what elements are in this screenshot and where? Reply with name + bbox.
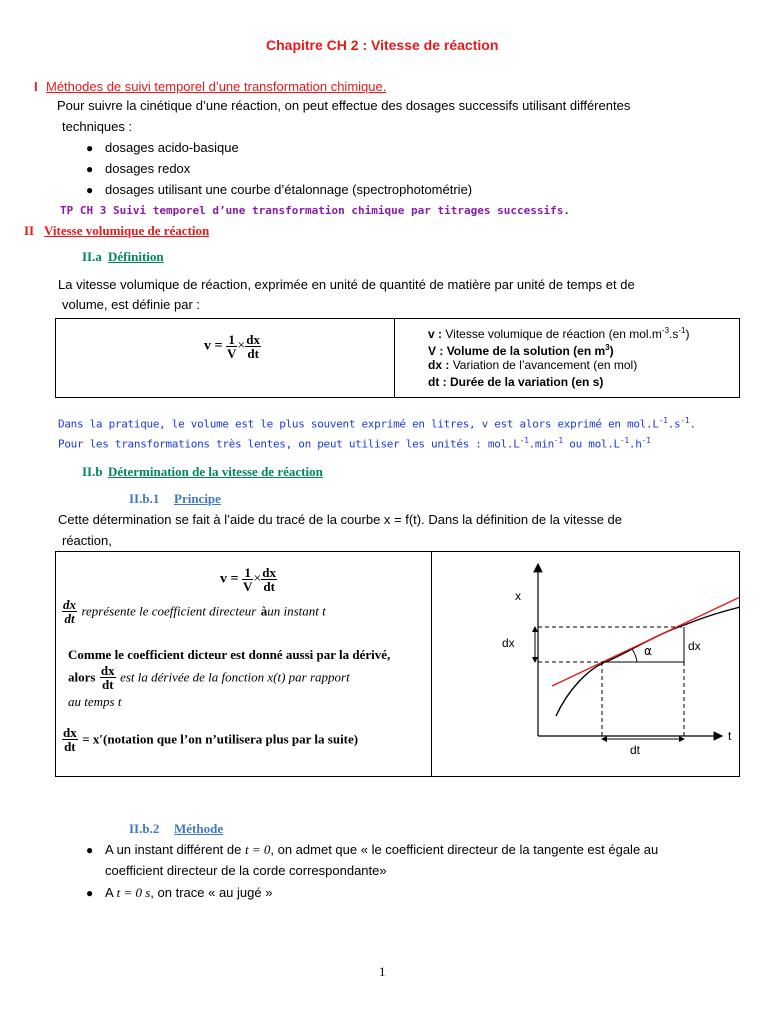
alpha-arc [632,649,637,662]
methode-bullet1 [105,841,658,859]
formula-v: v = [204,338,223,354]
methode-b1-math: t = 0 [245,842,271,857]
definition-box [55,318,740,398]
section2a-heading: Définition [108,249,164,264]
principe-line2: réaction, [62,533,112,548]
frac-dt: dt [101,677,114,692]
def-volume-key: V : [428,344,444,358]
section2b2-heading: Méthode [174,821,224,836]
methode-bullet2 [105,884,272,902]
frac-dt: dt [64,739,76,754]
bullet-icon: ● [86,843,94,857]
section2-heading: Vitesse volumique de réaction [44,223,210,238]
formula-dx: dx [262,565,277,580]
tp-reference: TP CH 3 Suivi temporel d’une transformation chimique par titrages successifs. [60,204,570,217]
derivee-text: est la dérivée de la fonction x(t) par rapport [120,669,350,685]
note2-exp4: -1 [641,436,651,445]
def-volume-text: Volume de la solution (en m [446,344,606,358]
note2-exp1: -1 [519,436,529,445]
note1-mid: .s [667,417,681,431]
notation-statement [62,726,358,753]
definition-line1: La vitesse volumique de réaction, exprimée en unité de quantité de matière par unité de temps et de [58,277,635,292]
def-volume-end: ) [609,344,614,358]
def-dt-key: dt : [428,375,447,389]
formula-volume: V [226,346,237,361]
alors-text: alors [68,669,96,685]
formula-one: 1 [226,333,237,347]
list-item: dosages acido-basique [105,140,239,155]
formula-dx: dx [246,332,261,347]
eq-text: = x′ [82,731,104,747]
section2b1-number: II.b.1 [129,491,160,506]
note2-text: Pour les transformations très lentes, on peut utiliser les unités : mol.L [58,437,520,451]
dx-left-label: dx [502,636,515,650]
bullet-icon: ● [86,886,94,900]
def-dt-text: Durée de la variation (en s) [450,375,604,389]
section1-intro-line2: techniques : [62,119,133,134]
a-text: à [260,603,268,619]
formula-dt: dt [263,579,275,594]
definition-line2: volume, est définie par : [62,297,201,312]
section1-number: I [34,79,38,94]
note-slow [58,436,651,451]
x-axis-label: x [515,589,521,603]
box-divider [394,319,395,397]
section1-intro-line1: Pour suivre la cinétique d’une réaction, on peut effectue des dosages successifs utilisant différentes [57,98,631,113]
list-item: dosages utilisant une courbe d’étalonnage (spectrophotométrie) [105,182,473,197]
def-v-key: v : [428,327,443,341]
def-dt [428,374,603,390]
curve-x-of-t [556,604,739,716]
tangent-line [552,580,739,686]
methode-bullet1-line2: coefficient directeur de la corde correspondante» [105,863,387,878]
bullet-icon: ● [86,141,94,155]
page-title: Chapitre CH 2 : Vitesse de réaction [266,37,499,53]
formula-times: × [253,571,262,587]
notation-text: (notation que l’on n’utilisera plus par la suite) [103,731,359,747]
section2b-number: II.b [82,464,103,479]
section2b-heading: Détermination de la vitesse de réaction [108,464,323,479]
alpha-label: α [644,644,652,658]
def-volume-exp: 3 [605,343,610,352]
note2-exp3: -1 [619,436,629,445]
formula-times: × [237,338,246,354]
instant-text: un instant t [267,603,326,619]
au-temps-text: au temps t [68,694,122,709]
section2a-number: II.a [82,249,102,264]
note1-exp1: -1 [658,416,668,425]
principe-box [55,551,740,777]
tangent-graph [432,552,739,776]
velocity-formula-2 [220,566,277,593]
t-axis-label: t [728,729,732,743]
list-item: dosages redox [105,161,191,176]
methode-b1-text: A un instant différent de [105,842,242,857]
formula-dt: dt [247,346,259,361]
bullet-icon: ● [86,162,94,176]
note-liters [58,416,696,431]
principe-line1: Cette détermination se fait à l’aide du tracé de la courbe x = f(t). Dans la définition de la vitesse de [58,512,623,527]
note2-exp2: -1 [553,436,563,445]
represente-text: représente le coefficient directeur [81,603,257,619]
methode-b2-rest: , on trace « au jugé » [150,885,273,900]
dt-label: dt [630,743,641,757]
dx-right-label: dx [688,639,701,653]
def-dx [428,357,637,373]
section2b2-number: II.b.2 [129,821,160,836]
def-v-exp1: -3 [661,326,670,335]
methode-b2-math: t = 0 s [116,885,151,900]
section2-number: II [24,223,35,238]
methode-b2-text: A [105,885,113,900]
note2-or: ou mol.L [562,437,620,451]
section1-heading: Méthodes de suivi temporel d’une transformation chimique. [46,79,387,94]
def-v-end: ) [685,327,690,341]
note2-min: .min [528,437,554,451]
frac-dx: dx [100,663,115,678]
formula-volume: V [242,579,253,594]
comme-text: Comme le coefficient dicteur est donné aussi par la dérivé, [68,647,391,662]
def-v-exp2: -1 [678,326,686,335]
derivee-statement [68,664,350,691]
formula-v: v = [220,571,239,587]
def-v-text: Vitesse volumique de réaction (en mol.m [445,327,662,341]
page-number: 1 [379,964,386,979]
frac-dt: dt [64,611,75,626]
note1-end: . [689,417,696,431]
section2b1-heading: Principe [174,491,221,506]
def-dx-key: dx : [428,358,450,372]
frac-dx: dx [63,725,77,740]
velocity-formula [204,333,261,360]
methode-b1-rest: , on admet que « le coefficient directeur de la tangente est égale au [270,842,659,857]
note1-text: Dans la pratique, le volume est le plus souvent exprimé en litres, v est alors exprimé en mol.L [58,417,659,431]
def-v-mid: .s [669,327,679,341]
def-dx-text: Variation de l’avancement (en mol) [452,358,638,372]
note1-exp2: -1 [680,416,690,425]
frac-dx: dx [63,597,76,612]
formula-one: 1 [242,566,253,580]
bullet-icon: ● [86,183,94,197]
note2-h: .h [628,437,642,451]
derivative-statement [62,598,326,625]
